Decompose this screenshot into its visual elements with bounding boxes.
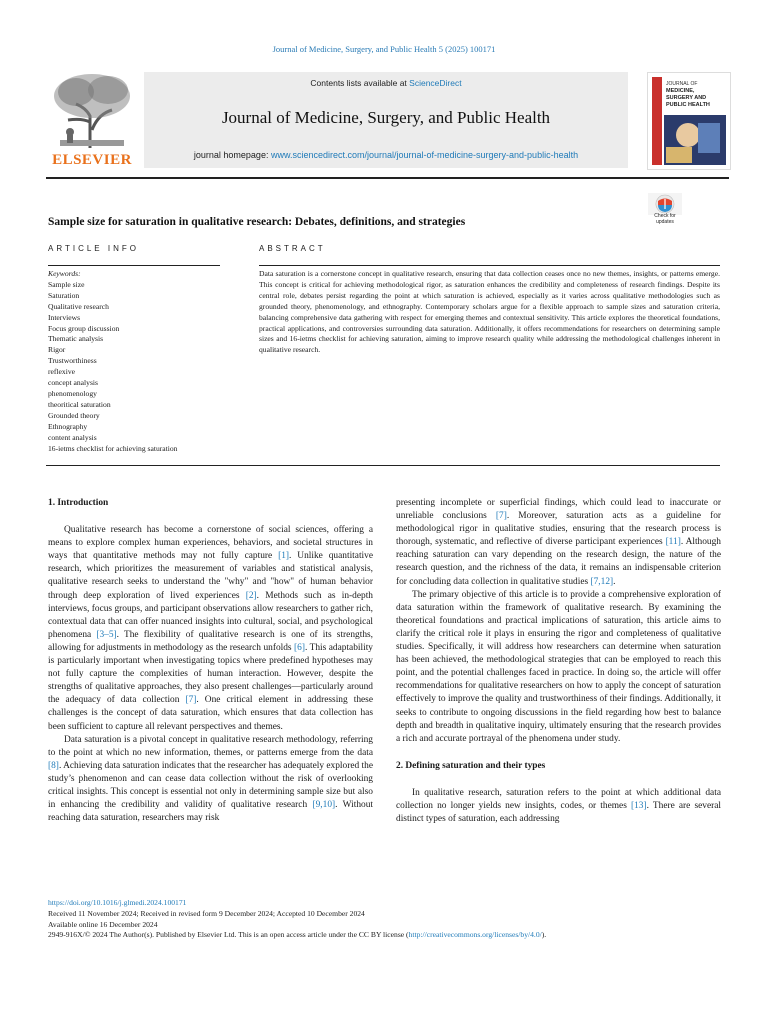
contents-line	[144, 78, 628, 88]
paragraph-text: . Although reaching saturation can vary depending on the research design, the nature of the research question, and the richness of the data, it remains an indispensable criterion for concluding data collection in qualitative studies	[396, 537, 721, 587]
cover-title-line: SURGERY AND	[666, 95, 707, 101]
keywords-title: Keywords:	[48, 269, 81, 278]
citation-link[interactable]: [3–5]	[96, 629, 117, 640]
citation-link[interactable]: [8]	[48, 760, 59, 771]
paragraph-text: . Unlike quantitative research, which prioritizes the measurement of variables and statistical analysis, qualitative research seeks to understand the "why" and "how" of human behavior through deep exploration of lived experiences	[48, 551, 373, 601]
body-paragraph	[396, 589, 721, 746]
paragraph-text: . Achieving data saturation indicates that the researcher has adequately explored the study’s phenomenon and can cease data collection without the risk of overlooking critical insights. This concept is essential not only in determining sample size but also in enhancing the credibility and validity of qualitative research	[48, 760, 373, 811]
paragraph-text: . Without reaching data saturation, researchers may risk	[48, 800, 373, 824]
section-heading-saturation: 2. Defining saturation and their types	[396, 760, 546, 771]
running-head[interactable]: Journal of Medicine, Surgery, and Public Health 5 (2025) 100171	[272, 44, 496, 54]
crossmark-label-line: Check for	[654, 213, 676, 219]
journal-homepage-link[interactable]: www.sciencedirect.com/journal/journal-of-medicine-surgery-and-public-health	[270, 150, 579, 160]
journal-cover-thumbnail[interactable]	[647, 72, 731, 170]
keyword-item: theoritical saturation	[48, 399, 111, 409]
keyword-item: Sample size	[48, 279, 85, 289]
citation-link[interactable]: [1]	[278, 551, 290, 562]
paragraph-text: .	[613, 576, 616, 587]
keyword-item: 16-ietms checklist for achieving saturation	[48, 443, 178, 453]
paragraph-text: In qualitative research, saturation refers to the point at which additional data collection no longer yields new insights, codes, or themes	[396, 787, 721, 811]
homepage-line	[144, 150, 628, 160]
citation-link[interactable]: [7,12]	[590, 576, 614, 587]
license-line	[48, 930, 738, 941]
keyword-item: Thematic analysis	[48, 334, 104, 344]
masthead-banner	[144, 72, 628, 168]
masthead	[46, 70, 729, 170]
keyword-item: Ethnography	[48, 421, 88, 431]
abstract-heading: ABSTRACT	[259, 244, 326, 253]
received-dates: Received 11 November 2024; Received in revised form 9 December 2024; Accepted 10 December 2024	[48, 908, 365, 918]
elsevier-wordmark: ELSEVIER	[52, 152, 132, 168]
article-title: Sample size for saturation in qualitative research: Debates, definitions, and strategies	[48, 216, 466, 228]
cover-title-line: PUBLIC HEALTH	[666, 102, 710, 108]
abstract-text: Data saturation is a cornerstone concept in qualitative research, ensuring that data collection ceases once no new themes, insights, or patterns emerge. This concept is critical for achieving methodological rigor, as saturation enhances the credibility and completeness of research findings. Despite its central role, debates persist regarding the point at which saturation is achieved, especially as it varies across qualitative methodologies such as grounded theory, phenomenology, and ethnography. Contemporary scholars argue for a flexible approach to sample sizes and saturation criteria, balancing comprehensive data gathering with respect for emerging themes and contextual sensitivity. This article explores the theoretical foundations, practical applications, and controversies surrounding data saturation. Additionally, it offers recommendations for researchers on determining sample sizes and 16-ietms checklist for achieving saturation, aiming to improve research quality while addressing the methodological challenges inherent in qualitative research.	[259, 269, 720, 355]
body-column-left	[48, 497, 373, 825]
abstract-rule	[259, 265, 720, 266]
journal-title: Journal of Medicine, Surgery, and Public Health	[221, 108, 551, 127]
body-paragraph	[48, 734, 373, 826]
front-matter-rule	[46, 465, 720, 466]
paragraph-text: . One critical element in addressing these challenges is the concept of data saturation, which ensures that data collection has been sufficient to capture all relevant perspectives and themes.	[48, 695, 373, 732]
paragraph-text: Qualitative research has become a cornerstone of social sciences, offering a means to explore complex human experiences, behaviors, and societal structures in ways that quantitative methods may not fully capture	[48, 525, 373, 562]
paragraph-text: . Methods such as in-depth interviews, focus groups, and participant observations allow researchers to gather rich, contextual data that can offer nuanced insights into cultural, social, and psychological phenomena	[48, 590, 373, 640]
section-heading-introduction: 1. Introduction	[48, 498, 109, 508]
license-link[interactable]: http://creativecommons.org/licenses/by/4.0/	[408, 930, 542, 940]
paragraph-text: . Moreover, saturation acts as a guideline for methodological rigor in qualitative studies, ensuring that the research process is thorough, systematic, and reflective of diverse participant experiences	[396, 511, 721, 548]
citation-link[interactable]: [11]	[665, 537, 681, 548]
keywords-list	[48, 280, 228, 455]
paragraph-text: presenting incomplete or superficial findings, which could lead to inaccurate or unreliable conclusions	[396, 498, 721, 522]
keyword-item: content analysis	[48, 432, 97, 442]
masthead-rule	[46, 177, 729, 179]
citation-link[interactable]: [13]	[630, 800, 647, 811]
paragraph-text: . The flexibility of qualitative research is one of its strengths, allowing for adjustments in methodology as the research unfolds	[48, 629, 373, 653]
cover-title-line: MEDICINE,	[666, 88, 695, 94]
keyword-item: concept analysis	[48, 378, 98, 388]
cover-title-line: JOURNAL OF	[666, 81, 698, 87]
keyword-item: reflexive	[48, 367, 75, 377]
paragraph-text: . There are several distinct types of saturation, each addressing	[396, 800, 721, 825]
article-info-heading: ARTICLE INFO	[48, 244, 139, 253]
body-paragraph	[396, 787, 721, 826]
keyword-item: Qualitative research	[48, 301, 109, 311]
keyword-item: Focus group discussion	[48, 323, 120, 333]
crossmark-label-line: updates	[656, 219, 674, 225]
citation-link[interactable]: [7]	[495, 511, 507, 522]
keyword-item: Trustworthiness	[48, 356, 97, 366]
article-info-rule	[48, 265, 220, 266]
available-online: Available online 16 December 2024	[48, 919, 158, 929]
keyword-item: Grounded theory	[48, 410, 100, 420]
article-footer	[48, 898, 738, 941]
paragraph-text: The primary objective of this article is to provide a comprehensive exploration of data saturation within the framework of qualitative research. By examining the theoretical foundations and practical implications of saturation, this article aims to clarify the critical role it plays in ensuring the rigor and completeness of qualitative studies. Specifically, it will address how researchers can determine when saturation has been achieved, the methodological strategies that can be employed to reach this point, and the potential challenges faced in practice. In doing so, the article will offer recommendations for qualitative researchers on how to apply the concept of saturation effectively to improve the quality and trustworthiness of their findings. Additionally, it seeks to contribute to ongoing discussions in the field regarding how best to balance depth and breadth in qualitative inquiry, ultimately ensuring that the research provides a rich and accurate portrayal of the phenomena under study.	[396, 589, 721, 744]
license-prefix: 2949-916X/© 2024 The Author(s). Published by Elsevier Ltd. This is an open access article under the CC BY license (	[48, 930, 409, 940]
citation-link[interactable]: [6]	[294, 642, 305, 653]
citation-link[interactable]: [9,10]	[312, 800, 336, 811]
doi-link[interactable]: https://doi.org/10.1016/j.glmedi.2024.100171	[48, 898, 187, 907]
sciencedirect-link[interactable]: ScienceDirect	[409, 78, 462, 88]
keyword-item: Saturation	[48, 290, 80, 300]
citation-link[interactable]: [7]	[185, 695, 197, 706]
homepage-prefix: journal homepage:	[193, 150, 271, 160]
body-column-right	[396, 497, 721, 826]
body-paragraph	[48, 524, 373, 734]
body-paragraph	[396, 497, 721, 589]
keywords-block	[48, 269, 228, 454]
crossmark-label	[644, 213, 686, 225]
paragraph-text: . This adaptability is particularly important when investigating topics where predefined hypotheses may not fully capture the complexities of human interaction. However, despite the strengths of qualitative approaches, they also present challenges—particularly around the adequacy of data collection	[48, 642, 373, 706]
license-suffix: ).	[541, 930, 547, 940]
citation-link[interactable]: [2]	[245, 590, 257, 601]
elsevier-tree-logo[interactable]	[46, 70, 138, 170]
paragraph-text: Data saturation is a pivotal concept in qualitative research methodology, referring to the point at which no new information, themes, or patterns emerge from the data	[48, 734, 373, 758]
keyword-item: phenomenology	[48, 388, 97, 398]
contents-prefix: Contents lists available at	[310, 78, 410, 88]
keyword-item: Interviews	[48, 312, 81, 322]
keyword-item: Rigor	[48, 345, 66, 355]
